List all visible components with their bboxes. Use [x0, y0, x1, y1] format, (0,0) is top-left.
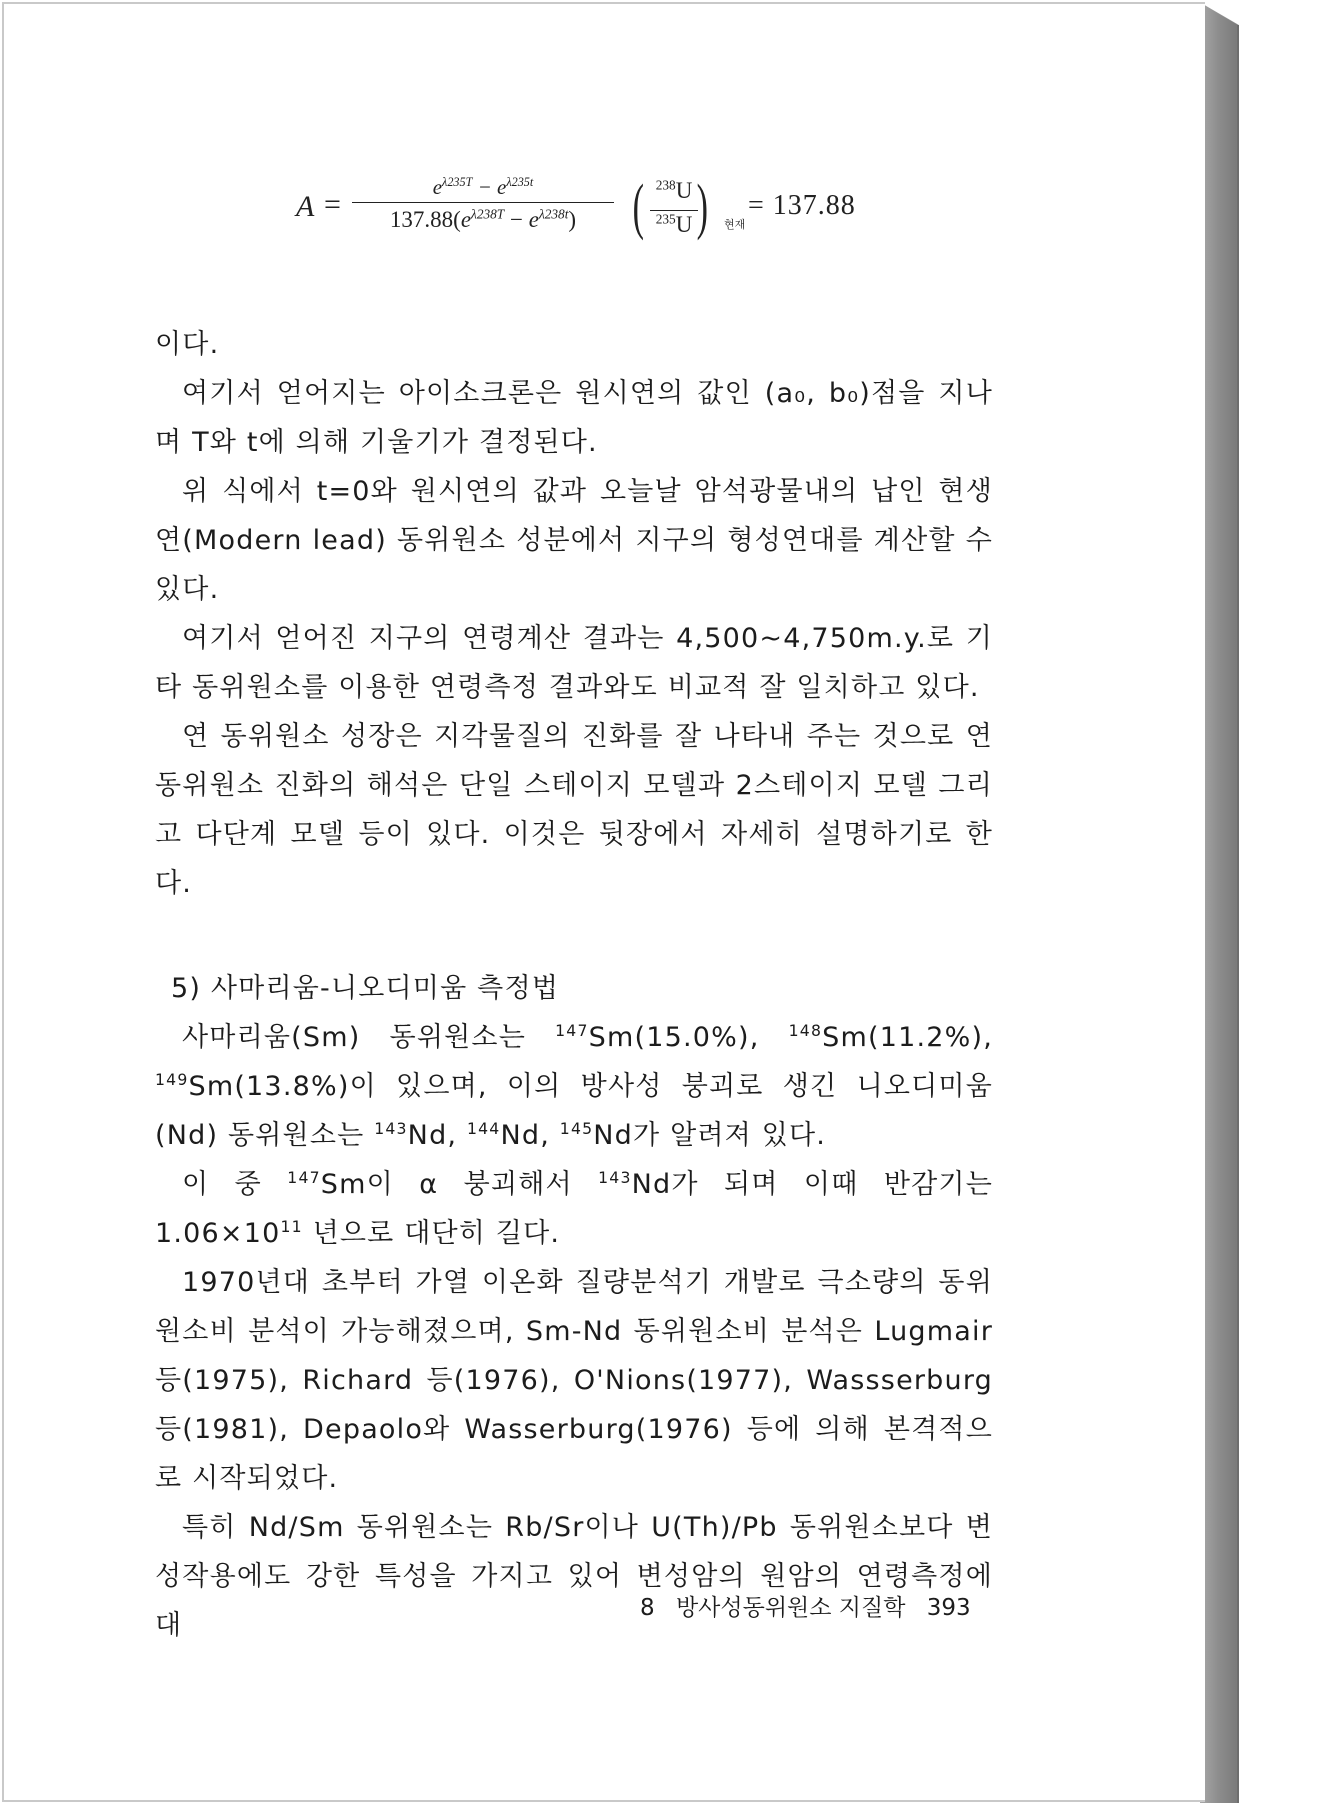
- ratio-numerator: $^{238}$U: [655, 177, 693, 203]
- chapter-title: 방사성동위원소 지질학: [675, 1595, 906, 1621]
- uranium-ratio: [628, 174, 748, 246]
- chapter-number: 8: [640, 1595, 655, 1621]
- formula-numerator: $e^{\lambda 235T} - e^{\lambda 235t}$: [432, 175, 534, 199]
- paragraph-9: 특히 Nd/Sm 동위원소는 Rb/Sr이나 U(Th)/Pb 동위원소보다 변성작용에도 강한 특성을 가지고 있어 변성암의 원암의 연령측정에 대: [155, 1512, 993, 1641]
- paragraph-4: 여기서 얻어진 지구의 연령계산 결과는 4,500~4,750m.y.로 기타 동위원소를 이용한 연령측정 결과와도 비교적 잘 일치하고 있다.: [155, 623, 993, 703]
- ratio-subscript: 현재: [724, 218, 746, 231]
- paragraph-5: 연 동위원소 성장은 지각물질의 진화를 잘 나타내 주는 것으로 연 동위원소 진화의 해석은 단일 스테이지 모델과 2스테이지 모델 그리고 다단계 모델 등이 있다. 이것은 뒷장에서 자세히 설명하기로 한다.: [155, 721, 993, 899]
- formula-fraction: [348, 172, 618, 237]
- ratio-denominator: $^{235}$U: [655, 211, 693, 237]
- page-footer: [640, 1589, 985, 1622]
- formula-denominator: $137.88(e^{\lambda 238T} - e^{\lambda 238t})$: [389, 206, 577, 232]
- left-paren: (: [632, 173, 645, 241]
- formula-lhs: A: [296, 190, 315, 223]
- paragraph-2: 여기서 얻어지는 아이소크론은 원시연의 값인 (a₀, b₀)점을 지나며 T와 t에 의해 기울기가 결정된다.: [155, 378, 993, 458]
- paragraph-7: 이 중 $^{147}$Sm이 α 붕괴해서 $^{143}$Nd가 되며 이때 반감기는 $1.06\times 10^{11}$ 년으로 대단히 길다.: [155, 1168, 993, 1249]
- page-number: 393: [926, 1595, 971, 1621]
- section-heading: 5) 사마리움-니오디미움 측정법: [171, 973, 560, 1004]
- paragraph-8: 1970년대 초부터 가열 이온화 질량분석기 개발로 극소량의 동위원소비 분석이 가능해졌으며, Sm-Nd 동위원소비 분석은 Lugmair 등(1975), Richard 등(1976), O'Nions(1977), Wassserburg 등(1981), Depaolo와 Wasserburg(1976) 등에 의해 본격적으로 시작되었다.: [155, 1267, 993, 1494]
- book-page: [2, 2, 1205, 1802]
- ratio-value: = 137.88: [748, 190, 856, 221]
- body-text: [155, 320, 993, 1650]
- paragraph-6: 사마리움(Sm) 동위원소는 $^{147}$Sm(15.0%), $^{148}$Sm(11.2%), $^{149}$Sm(13.8%)이 있으며, 이의 방사성 붕괴로 생긴 니오디미움(Nd) 동위원소는 $^{143}$Nd, $^{144}$Nd, $^{145}$Nd가 알려져 있다.: [155, 1021, 993, 1151]
- book-side-edge: [1200, 3, 1328, 1803]
- section-gap: [155, 908, 993, 964]
- isochron-formula: [296, 172, 916, 250]
- paragraph-1: 이다.: [155, 329, 220, 360]
- paragraph-3: 위 식에서 t=0와 원시연의 값과 오늘날 암석광물내의 납인 현생연(Modern lead) 동위원소 성분에서 지구의 형성연대를 계산할 수 있다.: [155, 476, 993, 605]
- formula-equals: =: [324, 188, 341, 221]
- right-paren: ): [696, 173, 709, 241]
